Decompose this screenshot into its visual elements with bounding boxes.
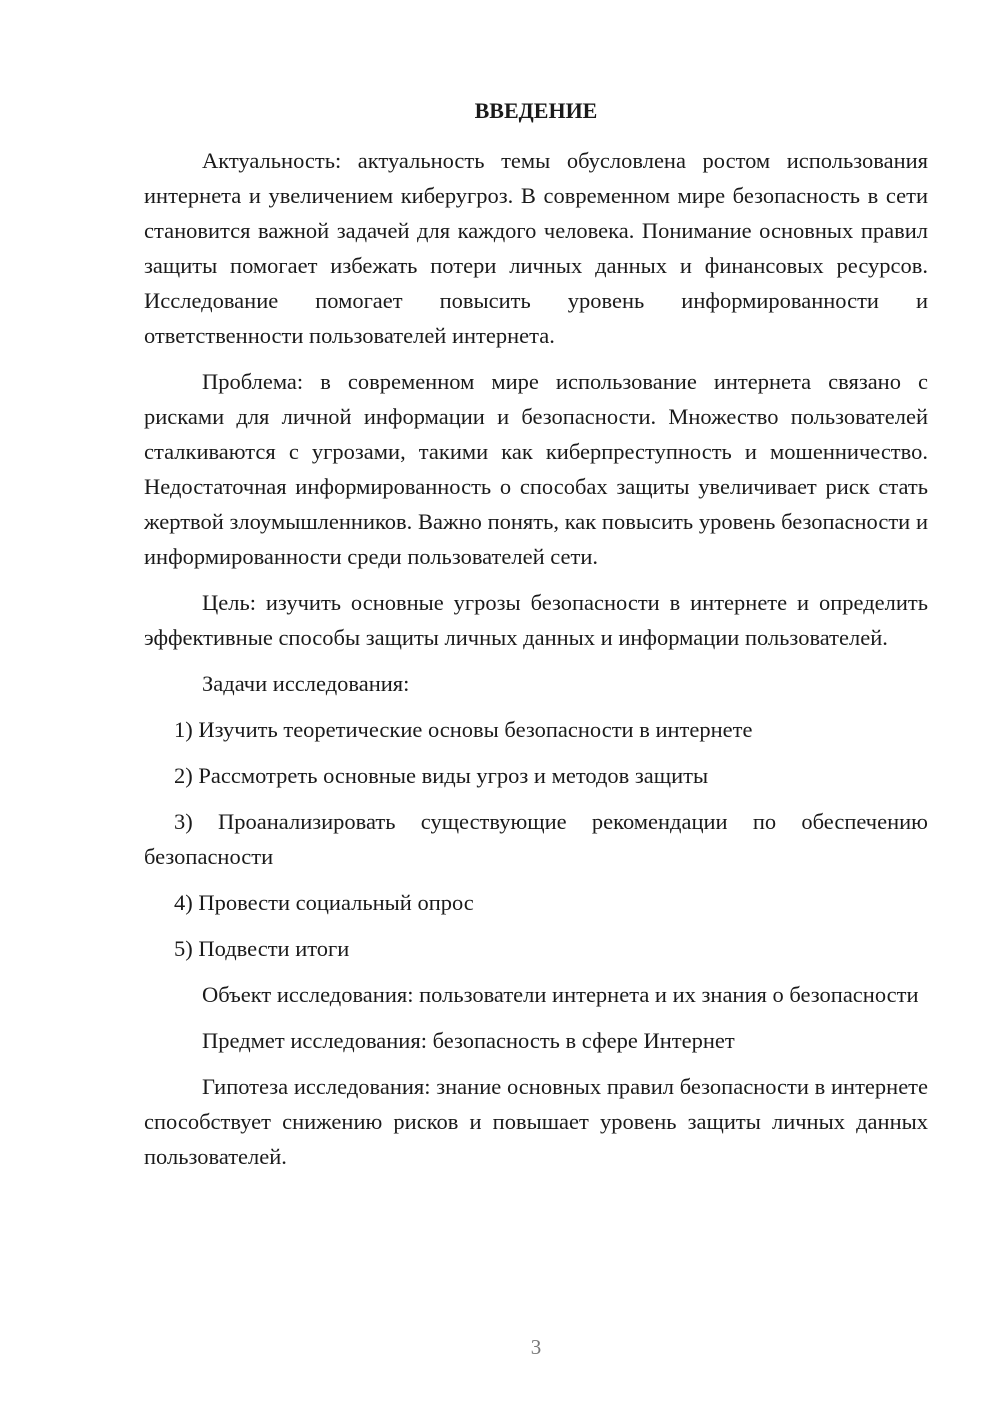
- task-item: 4) Провести социальный опрос: [174, 890, 474, 915]
- page-number: 3: [530, 1335, 542, 1359]
- tasks-heading: Задачи исследования:: [202, 671, 410, 696]
- task-item: 5) Подвести итоги: [174, 936, 350, 961]
- page-title: ВВЕДЕНИЕ: [474, 98, 598, 123]
- relevance-paragraph: Актуальность: актуальность темы обусловлена ростом использования интернета и увеличением киберугроз. В современном мире безопасность в сети становится важной задачей для каждого человека. Понимание основных правил защиты помогает избежать потери личных данных и финансовых ресурсов. Исследование помогает повысить уровень информированности и ответственности пользователей интернета.: [144, 148, 928, 348]
- subject-paragraph: Предмет исследования: безопасность в сфере Интернет: [202, 1028, 735, 1053]
- task-item: 2) Рассмотреть основные виды угроз и методов защиты: [174, 763, 709, 788]
- hypothesis-paragraph: Гипотеза исследования: знание основных правил безопасности в интернете способствует снижению рисков и повышает уровень защиты личных данных пользователей.: [144, 1074, 928, 1169]
- object-paragraph: Объект исследования: пользователи интернета и их знания о безопасности: [202, 982, 919, 1007]
- problem-paragraph: Проблема: в современном мире использование интернета связано с рисками для личной информации и безопасности. Множество пользователей сталкиваются с угрозами, такими как киберпреступность и мошенничество. Недостаточная информированность о способах защиты увеличивает риск стать жертвой злоумышленников. Важно понять, как повысить уровень безопасности и информированности среди пользователей сети.: [144, 369, 928, 569]
- goal-paragraph: Цель: изучить основные угрозы безопасности в интернете и определить эффективные способы защиты личных данных и информации пользователей.: [144, 590, 928, 650]
- task-item: 3) Проанализировать существующие рекомендации по обеспечению безопасности: [144, 809, 928, 869]
- document-page: [144, 0, 928, 1414]
- task-item: 1) Изучить теоретические основы безопасности в интернете: [174, 717, 753, 742]
- document-body: [144, 143, 928, 1174]
